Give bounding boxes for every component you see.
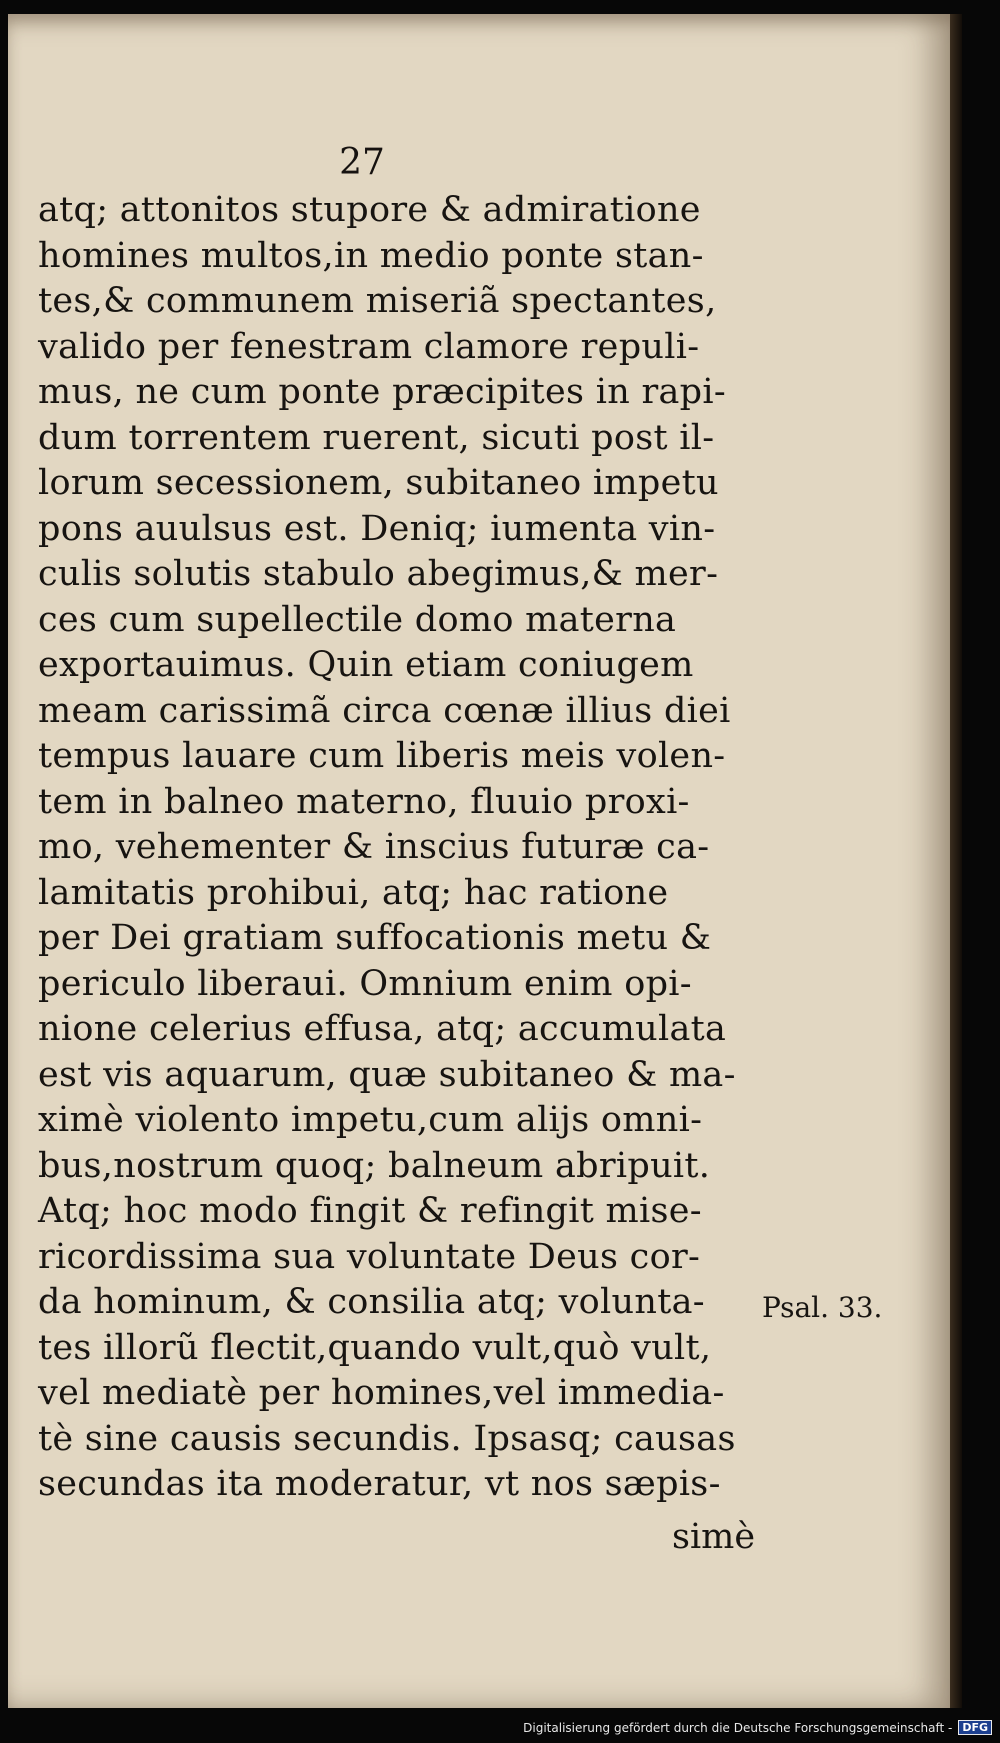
text-line: nione celerius effusa, atq; accumulata <box>38 1009 727 1049</box>
catchword: simè <box>672 1517 756 1557</box>
text-line: tè sine causis secundis. Ipsasq; causas <box>38 1418 736 1459</box>
text-line: tes illorũ flectit,quando vult,quò vult, <box>38 1327 712 1368</box>
text-line: tes,& communem miseriã spectantes, <box>38 281 717 321</box>
text-line: est vis aquarum, quæ subitaneo & ma- <box>38 1054 736 1095</box>
page-number: 27 <box>339 142 385 183</box>
text-line: bus,nostrum quoq; balneum abripuit. <box>38 1145 711 1186</box>
text-line: meam carissimã circa cœnæ illius diei <box>38 690 731 731</box>
text-line: da hominum, & consilia atq; volunta- <box>38 1282 705 1322</box>
text-line: vel mediatè per homines,vel immedia- <box>38 1373 725 1413</box>
text-line: culis solutis stabulo abegimus,& mer- <box>38 554 719 594</box>
text-line: Atq; hoc modo fingit & refingit mise- <box>38 1191 702 1231</box>
text-line: mus, ne cum ponte præcipites in rapi- <box>38 372 726 412</box>
marginal-note: Psal. 33. <box>762 1291 883 1324</box>
text-line: exportauimus. Quin etiam coniugem <box>38 645 694 685</box>
text-line: valido per fenestram clamore repuli- <box>38 326 700 367</box>
text-line: ximè violento impetu,cum alijs omni- <box>38 1100 703 1140</box>
text-line: ces cum supellectile domo materna <box>38 599 677 640</box>
text-line: secundas ita moderatur, vt nos sæpis- <box>38 1464 721 1504</box>
text-line: lorum secessionem, subitaneo impetu <box>38 463 719 503</box>
text-line: homines multos,in medio ponte stan- <box>38 235 704 276</box>
text-line: atq; attonitos stupore & admiratione <box>38 190 701 230</box>
text-line: dum torrentem ruerent, sicuti post il- <box>38 417 715 458</box>
body-text <box>38 188 738 1508</box>
text-line: ricordissima sua voluntate Deus cor- <box>38 1236 701 1277</box>
text-line: mo, vehementer & inscius futuræ ca- <box>38 827 710 867</box>
digitization-footer <box>523 1720 992 1735</box>
footer-text: Digitalisierung gefördert durch die Deutsche Forschungsgemeinschaft - <box>523 1720 953 1735</box>
text-line: tem in balneo materno, fluuio proxi- <box>38 781 690 822</box>
text-line: per Dei gratiam suffocationis metu & <box>38 918 712 958</box>
page-edge <box>950 14 962 1708</box>
text-line: periculo liberaui. Omnium enim opi- <box>38 963 692 1004</box>
text-line: tempus lauare cum liberis meis volen- <box>38 736 726 776</box>
dfg-logo: DFG <box>958 1720 992 1735</box>
text-line: pons auulsus est. Deniq; iumenta vin- <box>38 508 716 549</box>
text-line: lamitatis prohibui, atq; hac ratione <box>38 872 669 913</box>
